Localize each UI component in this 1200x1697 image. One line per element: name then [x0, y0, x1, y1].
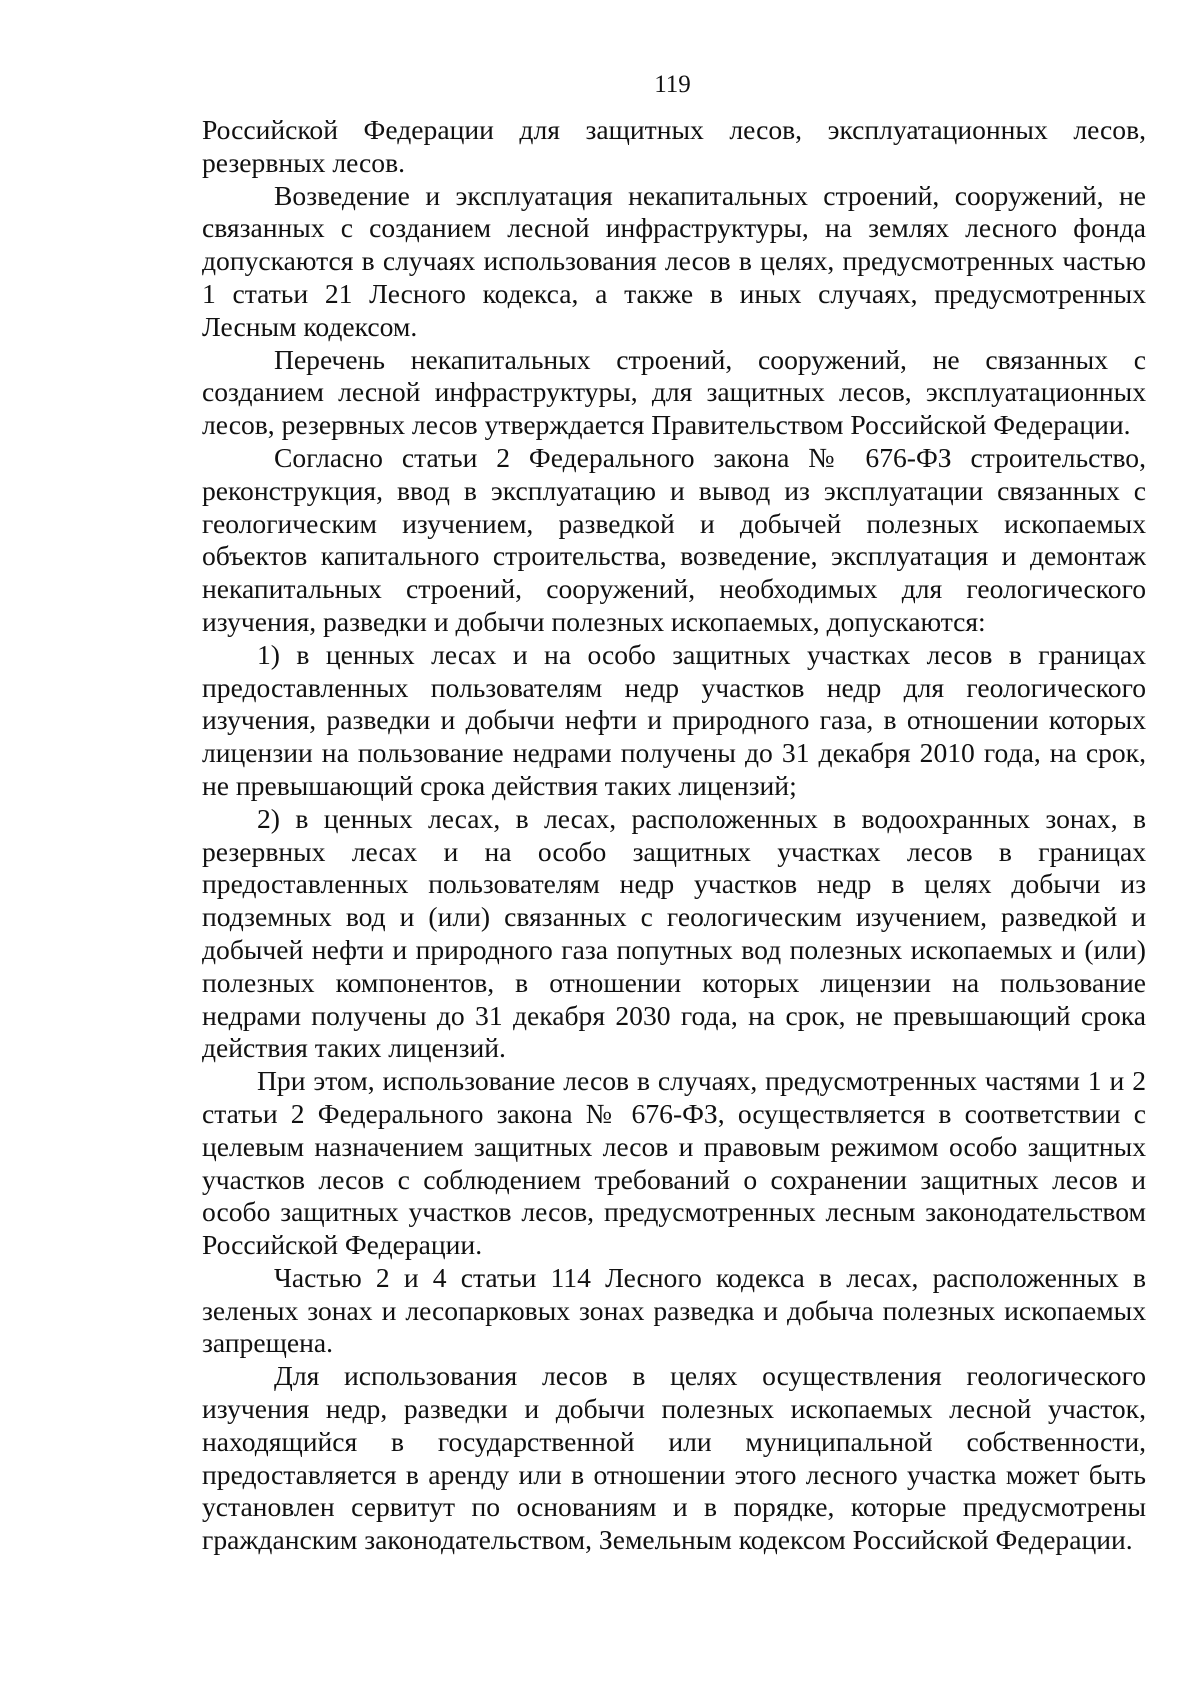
document-body — [202, 114, 1146, 1557]
paragraph-2: Возведение и эксплуатация некапитальных строений, сооружений, не связанных с созданием лесной инфраструктуры, на землях лесного фонда допускаются в случаях использования лесов в целях, предусмотренных частью 1 статьи 21 Лесного кодекса, а также в иных случаях, предусмотренных Лесным кодексом. — [202, 179, 1146, 342]
list-item-2: 2) в ценных лесах, в лесах, расположенных в водоохранных зонах, в резервных лесах и на особо защитных участках лесов в границах предоставленных пользователям недр участков недр в целях добычи из подземных вод и (или) связанных с геологическим изучением, разведкой и добычей нефти и природного газа попутных вод полезных ископаемых и (или) полезных компонентов, в отношении которых лицензии на пользование недрами получены до 31 декабря 2030 года, на срок, не превышающий срока действия таких лицензий. — [202, 802, 1146, 1064]
paragraph-7: Для использования лесов в целях осуществления геологического изучения недр, разведки и добычи полезных ископаемых лесной участок, находящийся в государственной или муниципальной собственности, предоставляется в аренду или в отношении этого лесного участка может быть установлен сервитут по основаниям и в порядке, которые предусмотрены гражданским законодательством, Земельным кодексом Российской Федерации. — [202, 1360, 1146, 1556]
paragraph-6: Частью 2 и 4 статьи 114 Лесного кодекса в лесах, расположенных в зеленых зонах и лесопарковых зонах разведка и добыча полезных ископаемых запрещена. — [202, 1261, 1146, 1359]
paragraph-5: При этом, использование лесов в случаях, предусмотренных частями 1 и 2 статьи 2 Федерального закона № 676-ФЗ, осуществляется в соответствии с целевым назначением защитных лесов и правовым режимом особо защитных участков лесов с соблюдением требований о сохранении защитных лесов и особо защитных участков лесов, предусмотренных лесным законодательством Российской Федерации. — [202, 1065, 1146, 1261]
list-item-1: 1) в ценных лесах и на особо защитных участках лесов в границах предоставленных пользователям недр участков недр для геологического изучения, разведки и добычи нефти и природного газа, в отношении которых лицензии на пользование недрами получены до 31 декабря 2010 года, на срок, не превышающий срока действия таких лицензий; — [202, 638, 1146, 801]
paragraph-3: Перечень некапитальных строений, сооружений, не связанных с созданием лесной инфраструктуры, для защитных лесов, эксплуатационных лесов, резервных лесов утверждается Правительством Российской Федерации. — [202, 343, 1146, 441]
page-number: 119 — [654, 71, 691, 98]
paragraph-1: Российской Федерации для защитных лесов, эксплуатационных лесов, резервных лесов. — [202, 114, 1146, 178]
paragraph-4: Согласно статьи 2 Федерального закона № 676-ФЗ строительство, реконструкция, ввод в эксплуатацию и вывод из эксплуатации связанных с геологическим изучением, разведкой и добычей полезных ископаемых объектов капитального строительства, возведение, эксплуатация и демонтаж некапитальных строений, сооружений, необходимых для геологического изучения, разведки и добычи полезных ископаемых, допускаются: — [202, 441, 1146, 637]
